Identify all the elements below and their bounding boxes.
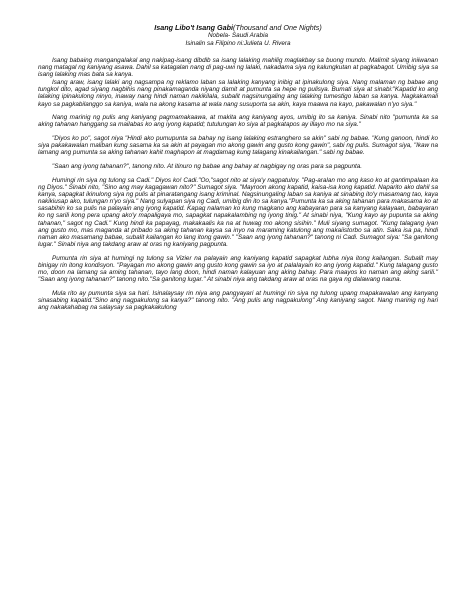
title-main: Isang Libo't Isang Gabi	[154, 23, 234, 32]
paragraph-7: Pumunta rin siya at humingi ng tulong sa Vizier na palayain ang kaniyang kapatid sapagkat lubha niya itong kailangan. Subalit may binigay rin itong kondisyon. "Payagan mo akong gawin ang gusto kong gawin sa iyo at palalayain ko ang iyong kapatid." Kung talagang gusto mo, doon na lamang sa aming tahanan, tayo lang doon, hindi naman kalayuan ang aking bahay. Para maayos ko naman ang aking sarili." "Saan ang iyong tahanan?" tanong nito."Sa ganitong lugar." At sinabi niya ang takdang araw at oras na gaya ng dalawang nauna.	[38, 254, 438, 284]
paragraph-6: Humingi rin siya ng tulong sa Cadi." Diyos ko! Cadi."Oo,"sagot nito at siya'y nagpatuloy. "Pag-aralan mo ang kaso ko at gantimpalaan ka ng Diyos." Sinabi nito, "Sino ang may kagagawan nito?" Sumagot siya. "Mayroon akong kapatid, kaisa-isa kong kapatid. Naparito ako dahil sa kanya, sapagkat ikinulong siya ng pulis at pinaratangang isang kriminal. Nagsinungaling laban sa kaniya at sinabing ito'y masamang tao, kaya nakikiusap ako, tulungan n'yo siya." Nang sulyapan siya ng Cadi, umibig din ito sa kanya."Pumunta ka sa aking tahanan para makasama ko at sasabihin ko sa pulis na palayain ang iyong kapatid. Kapag nalaman ko kung magkano ang kabayaran para sa kanyang kalayaan, babayaran ko ng sarili kong pera upang ako'y mapaligaya mo, sapagkat napakalambing ng iyong tinig." At sinabi niya, "Kung kayo ay pupunta sa aking tahanan," sagot ng Cadi." Kung hindi ka papayag, makakaalis ka na at huwag mo akong sisihin." Muli siyang sumagot. "Kung talagang iyan ang gusto mo, mas maganda at pribado sa aking tahanan kaysa sa inyo na maraming katulong ang makaiistorbo sa atin. Saka isa pa, hindi naman ako masamang babae, subalit kailangan ko lang itong gawin." "Saan ang iyong tahanan?" tanong ni Cadi. Sumagot siya: "Sa ganitong lugar." Sinabi niya ang takdang araw at oras ng kaniyang pagpunta.	[38, 176, 438, 249]
paragraph-3: Nang marinig ng pulis ang kaniyang pagmamakaawa, at makita ang kaniyang ayos, umibig ito sa kaniya. Sinabi nito "pumunta ka sa aking tahanan hanggang sa mailabas ko ang iyong kapatid; tutulungan ko siya at pagkatapos ay illayo mo na siya."	[38, 114, 438, 129]
document-title	[38, 24, 438, 32]
paragraph-8: Mula rito ay pumunta siya sa hari. Isinalaysay rin niya ang pangyayari at humingi rin siya ng tulong upang mapakawalan ang kanyang sinasabing kapatid."Sino ang nagpakulong sa kanya?" tanong nito. "Ang pulis ang nagpakulong" Ang kaniyang sagot. Nang marinig ng hari ang nakakahabag na salaysay sa pagkakakulong	[38, 289, 438, 312]
title-english: (Thousand and One Nights)	[233, 23, 322, 32]
paragraph-2: Isang araw, isang lalaki ang nagsampa ng reklamo laban sa lalaking kanyang inibig at ipinakulong siya. Nang malaman ng babae ang tungkol dito, agad siyang nagbihis nang pinakamaganda niyang damit at pumunta sa hepe ng pulisya. Bumati siya at sinabi:"Kapatid ko ang lalaking ipinakulong ninyo, inaway nang hindi naman nakikilala, subalit nagsinungaling ang lalaking tumestigo laban sa kanya. Nagkakamali kayo sa pagkabilanggo sa kaniya, wala na akong kasama at wala nang susuporta sa akin, kaya maawa na kayo, pakawalan n'yo siya."	[38, 79, 438, 108]
paragraph-4: "Diyos ko po", sagot niya "Hindi ako pumupunta sa bahay ng isang lalaking estrangherо sa akin" sabi ng babae. "Kung ganoon, hindi ko siya pakakawalan maliban kung sasama ka sa akin at payagan mo akong gawin ang gusto kong gawin", sabi ng pulis. Sumagot siya, "Ikaw na lamang ang pumunta sa aking tahanan kahit maghapon at magdamag kung talagang kinakailangan." sabi ng babae.	[38, 135, 438, 157]
document-header	[38, 24, 438, 49]
paragraph-1: Isang babaing mangangalakal ang nakipag-isang dibdib sa isang lalaking mahilig maglakbay sa buong mundo. Malimit siyang iniiwanan nang matagal ng kaniyang asawa. Dahil sa katagalan nang di pag-uwi ng lalaki, nakadama siya ng kalungkutan at pagkabagot. Umibig siya sa isang lalaking mas bata sa kanya.	[38, 56, 438, 78]
origin-line: Nobela- Saudi Arabia	[207, 32, 269, 40]
paragraph-5: "Saan ang iyong tahanan?", tanong nito. At itinuro ng babae ang bahay at nagbigay ng oras para sa pagpunta.	[52, 162, 363, 170]
document-page	[38, 24, 438, 609]
translator-line: Isinalin sa Filipino ni:Julieta U. Rivera	[185, 40, 291, 48]
